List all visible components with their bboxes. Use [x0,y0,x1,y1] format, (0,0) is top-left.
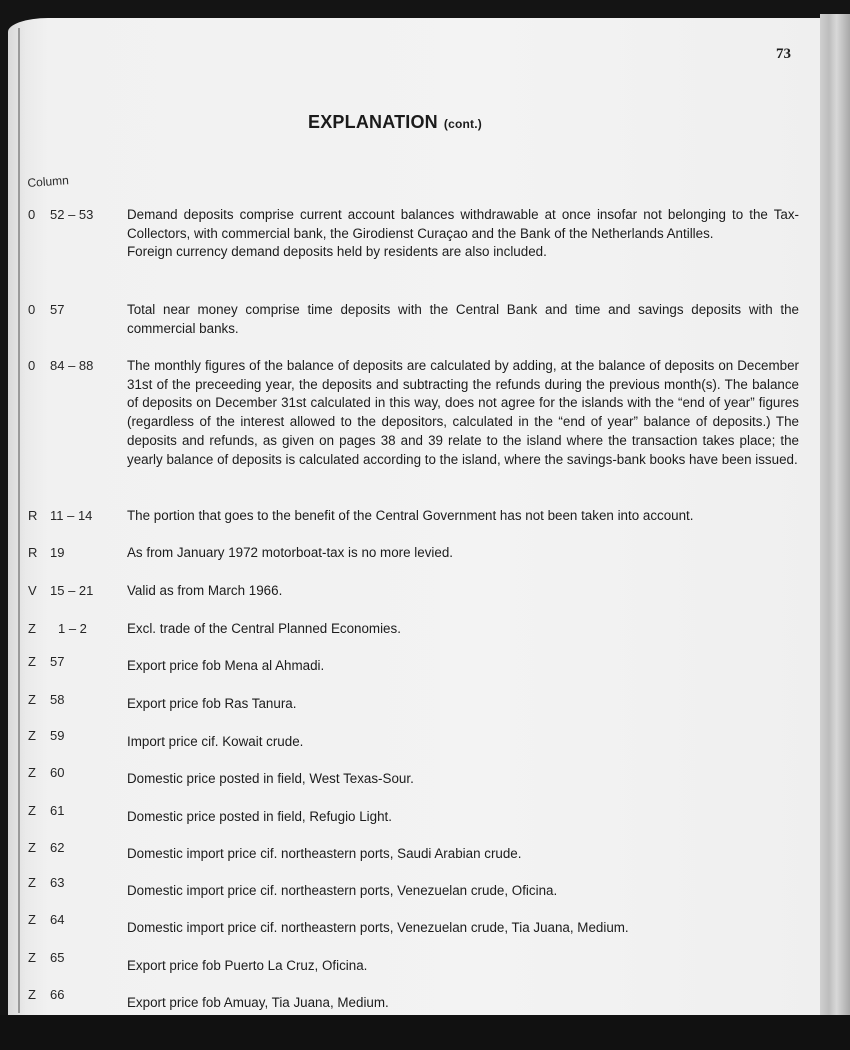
code-letter: Z [28,912,36,927]
column-code [28,544,123,563]
paragraph: Domestic price posted in field, West Texas-Sour. [127,771,414,786]
title-suffix: (cont.) [443,117,482,131]
code-letter: Z [28,987,36,1002]
paragraph: Export price fob Puerto La Cruz, Oficina. [127,958,368,973]
code-letter: 0 [28,358,36,373]
code-letter: V [28,583,37,598]
entry-text [127,301,799,338]
code-letter: Z [28,803,36,818]
paragraph: Import price cif. Kowait crude. [127,734,304,749]
code-letter: Z [28,728,36,743]
paragraph: Export price fob Amuay, Tia Juana, Medium. [127,995,389,1010]
code-letter: Z [28,950,36,965]
code-letter: Z [28,840,36,855]
column-code [28,911,123,930]
code-columns: 66 [50,987,65,1002]
paragraph: Excl. trade of the Central Planned Economies. [127,621,401,636]
paragraph: Domestic import price cif. northeastern ports, Venezuelan crude, Tia Juana, Medium. [127,920,629,935]
entry-text [127,845,799,864]
entry-text [127,357,799,469]
code-letter: R [28,508,38,523]
entry-text [127,695,799,714]
column-code [28,507,123,526]
paragraph: Domestic import price cif. northeastern ports, Venezuelan crude, Oficina. [127,883,558,898]
code-columns: 61 [50,803,65,818]
paragraph: Valid as from March 1966. [127,583,283,598]
entry-text [127,582,799,601]
column-code [28,874,123,893]
paragraph: The portion that goes to the benefit of the Central Government has not been taken into account. [127,508,694,523]
entry-text [127,808,799,827]
column-code [28,839,123,858]
column-code [28,357,123,376]
page-stack-edge [820,14,850,1024]
book-spine [18,28,20,1013]
code-columns: 15 – 21 [50,583,94,598]
book-bottom-shadow [0,1015,850,1050]
code-letter: R [28,545,38,560]
code-columns: 19 [50,545,65,560]
entry-text [127,957,799,976]
column-code [28,727,123,746]
code-columns: 63 [50,875,65,890]
entry-text [127,657,799,676]
entry-text [127,544,799,563]
code-columns: 58 [50,692,65,707]
paragraph: The monthly figures of the balance of deposits are calculated by adding, at the balance of deposits on December 31st of the preceeding year, the deposits and subtracting the refunds during the previous month(s). The balance of deposits on December 31st calculated in this way, does not agree for the islands with the “end of year” figures (regardless of the interest allowed to the depositors, calculated in the “end of year” balance of deposits.) The deposits and refunds, as given on pages 38 and 39 relate to the island where the transaction takes place; the yearly balance of deposits is calculated according to the island, where the savings-bank books have been issued. [127,358,799,467]
column-header: Column [27,173,70,190]
paragraph: Domestic price posted in field, Refugio Light. [127,809,392,824]
column-code [28,653,123,672]
column-code [28,582,123,601]
column-code [28,986,123,1005]
paragraph: Foreign currency demand deposits held by residents are also included. [127,244,547,260]
entry-text [127,733,799,752]
code-columns: 57 [50,302,65,317]
code-columns: 65 [50,950,65,965]
entry-text [127,620,799,639]
entry-text [127,882,799,901]
column-code [28,691,123,710]
code-columns: 64 [50,912,65,927]
paragraph: Demand deposits comprise current account balances withdrawable at once insofar not belonging to the Tax-Collectors, with commercial bank, the Girodienst Curaçao and the Bank of the Netherlands Antilles. [127,207,799,241]
title-text: EXPLANATION [308,112,438,132]
paragraph: Export price fob Ras Tanura. [127,696,297,711]
code-columns: 59 [50,728,65,743]
entry-text [127,994,799,1013]
code-letter: Z [28,875,36,890]
entry-text [127,507,799,526]
column-code [28,802,123,821]
column-code [28,764,123,783]
entry-text [127,206,799,262]
code-columns: 60 [50,765,65,780]
code-letter: Z [28,621,36,636]
code-columns: 52 – 53 [50,207,94,222]
column-code [28,206,123,225]
column-code [28,301,123,320]
code-letter: Z [28,692,36,707]
code-columns: 1 – 2 [58,621,87,636]
entry-text [127,919,799,938]
column-code [28,620,123,639]
code-columns: 57 [50,654,65,669]
page-title [308,112,482,133]
paragraph: Export price fob Mena al Ahmadi. [127,658,325,673]
code-columns: 84 – 88 [50,358,94,373]
paragraph: Domestic import price cif. northeastern ports, Saudi Arabian crude. [127,846,522,861]
code-columns: 11 – 14 [50,508,93,523]
code-letter: 0 [28,207,36,222]
page-number: 73 [776,46,791,62]
code-letter: 0 [28,302,36,317]
column-code [28,949,123,968]
code-letter: Z [28,654,36,669]
code-columns: 62 [50,840,65,855]
entry-text [127,770,799,789]
paragraph: As from January 1972 motorboat-tax is no more levied. [127,545,453,560]
paragraph: Total near money comprise time deposits with the Central Bank and time and savings deposits with the commercial banks. [127,302,799,336]
code-letter: Z [28,765,36,780]
